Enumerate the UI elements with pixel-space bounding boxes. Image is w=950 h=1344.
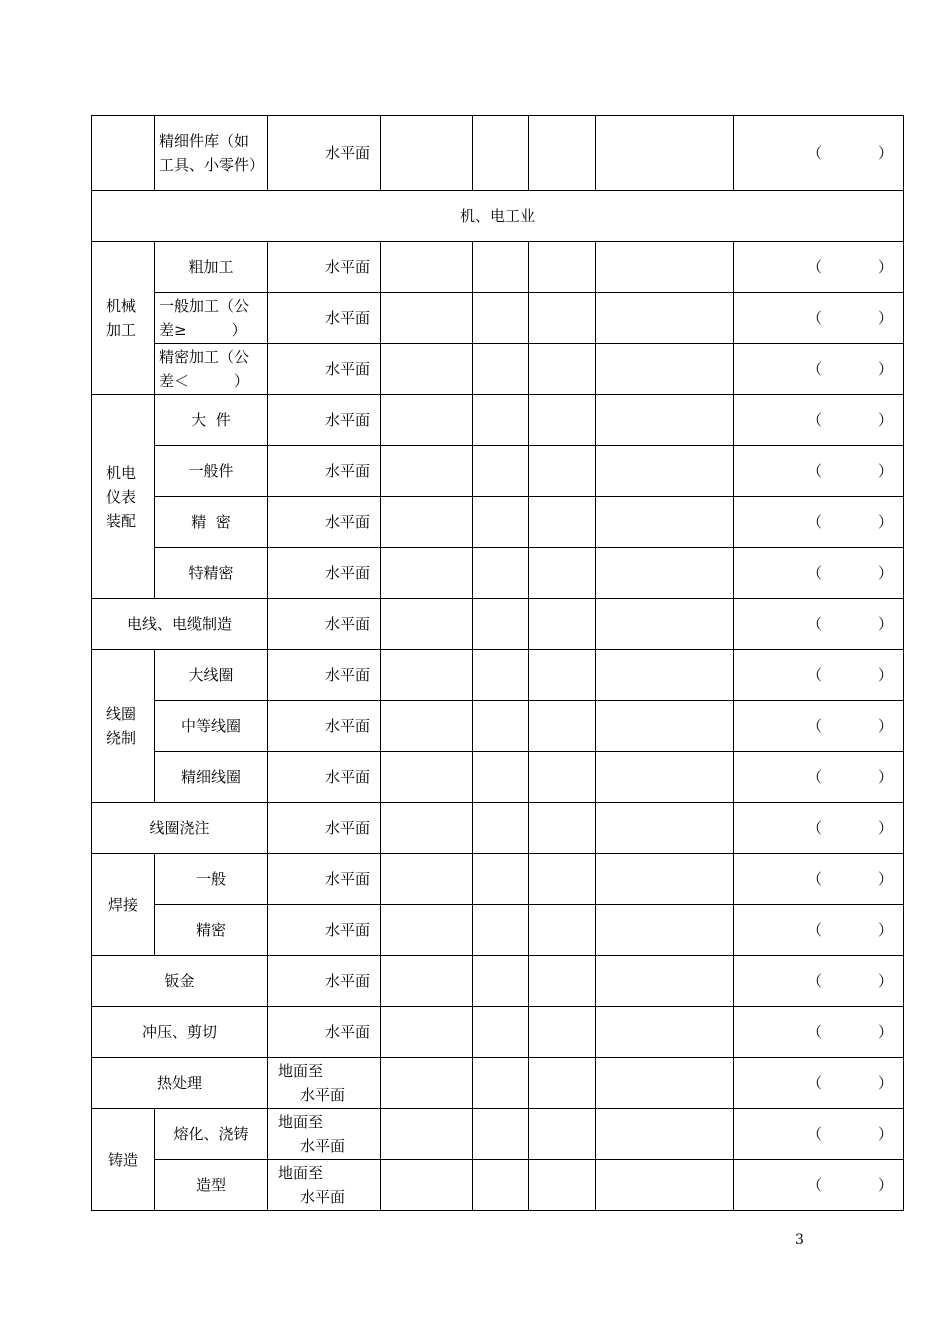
basis-line-1: 地面至 bbox=[278, 1164, 324, 1182]
paren-close: ） bbox=[877, 513, 893, 531]
empty-cell bbox=[596, 854, 734, 905]
basis-line-1: 地面至 bbox=[278, 1113, 324, 1131]
paren-open: （ bbox=[807, 564, 823, 582]
empty-cell bbox=[596, 752, 734, 803]
empty-cell bbox=[529, 293, 596, 344]
empty-cell bbox=[473, 446, 529, 497]
empty-cell bbox=[473, 1058, 529, 1109]
empty-cell bbox=[529, 956, 596, 1007]
empty-cell bbox=[473, 803, 529, 854]
reference-plane: 水平面 bbox=[268, 599, 381, 650]
reference-plane: 水平面 bbox=[268, 752, 381, 803]
basis-line-2: 水平面 bbox=[300, 1086, 346, 1104]
paren-cell bbox=[734, 1007, 904, 1058]
group-label: 焊接 bbox=[92, 854, 155, 956]
paren-open: （ bbox=[807, 1074, 823, 1092]
table-row bbox=[92, 1160, 904, 1211]
empty-cell bbox=[473, 344, 529, 395]
empty-cell bbox=[596, 395, 734, 446]
paren-open: （ bbox=[807, 1125, 823, 1143]
empty-cell bbox=[381, 293, 473, 344]
reference-plane: 水平面 bbox=[268, 548, 381, 599]
empty-cell bbox=[529, 854, 596, 905]
paren-close: ） bbox=[877, 1023, 893, 1041]
paren-close: ） bbox=[877, 564, 893, 582]
reference-plane bbox=[268, 1058, 381, 1109]
empty-cell bbox=[529, 905, 596, 956]
group-label: 机械加工 bbox=[92, 242, 155, 395]
item-label: 中等线圈 bbox=[155, 701, 268, 752]
empty-cell bbox=[596, 1007, 734, 1058]
section-header: 机、电工业 bbox=[92, 191, 904, 242]
table-row bbox=[92, 1109, 904, 1160]
table-row bbox=[92, 293, 904, 344]
empty-cell bbox=[596, 242, 734, 293]
reference-plane: 水平面 bbox=[268, 650, 381, 701]
paren-cell bbox=[734, 446, 904, 497]
empty-cell bbox=[381, 905, 473, 956]
group-label: 机电仪表装配 bbox=[92, 395, 155, 599]
paren-open: （ bbox=[807, 1023, 823, 1041]
paren-cell bbox=[734, 1109, 904, 1160]
table-row bbox=[92, 854, 904, 905]
empty-cell bbox=[381, 701, 473, 752]
paren-cell bbox=[734, 1160, 904, 1211]
paren-close: ） bbox=[877, 666, 893, 684]
paren-open: （ bbox=[807, 360, 823, 378]
paren-open: （ bbox=[807, 819, 823, 837]
empty-cell bbox=[473, 752, 529, 803]
empty-cell bbox=[473, 293, 529, 344]
paren-close: ） bbox=[877, 309, 893, 327]
reference-plane: 水平面 bbox=[268, 344, 381, 395]
paren-close: ） bbox=[877, 360, 893, 378]
empty-cell bbox=[473, 854, 529, 905]
paren-close: ） bbox=[877, 1125, 893, 1143]
empty-cell bbox=[473, 599, 529, 650]
table-row bbox=[92, 191, 904, 242]
empty-cell bbox=[596, 116, 734, 191]
reference-plane: 水平面 bbox=[268, 905, 381, 956]
paren-open: （ bbox=[807, 462, 823, 480]
table-row bbox=[92, 956, 904, 1007]
table-row bbox=[92, 116, 904, 191]
empty-cell bbox=[596, 344, 734, 395]
item-label: 精 密 bbox=[155, 497, 268, 548]
paren-cell bbox=[734, 803, 904, 854]
reference-plane: 水平面 bbox=[268, 854, 381, 905]
empty-cell bbox=[473, 905, 529, 956]
empty-cell bbox=[473, 701, 529, 752]
paren-close: ） bbox=[877, 921, 893, 939]
table-row bbox=[92, 344, 904, 395]
empty-cell bbox=[529, 242, 596, 293]
paren-cell bbox=[734, 1058, 904, 1109]
empty-cell bbox=[381, 1160, 473, 1211]
empty-cell bbox=[596, 905, 734, 956]
lighting-standard-table bbox=[91, 115, 904, 1211]
paren-cell bbox=[734, 701, 904, 752]
empty-cell bbox=[473, 1109, 529, 1160]
paren-open: （ bbox=[807, 144, 823, 162]
empty-cell bbox=[473, 395, 529, 446]
empty-cell bbox=[381, 446, 473, 497]
item-label: 大线圈 bbox=[155, 650, 268, 701]
item-label: 电线、电缆制造 bbox=[92, 599, 268, 650]
reference-plane bbox=[268, 1109, 381, 1160]
page-number: 3 bbox=[795, 1232, 804, 1248]
empty-cell bbox=[473, 956, 529, 1007]
item-label: 特精密 bbox=[155, 548, 268, 599]
empty-cell bbox=[596, 293, 734, 344]
table-row bbox=[92, 548, 904, 599]
paren-close: ） bbox=[877, 870, 893, 888]
empty-cell bbox=[473, 548, 529, 599]
empty-cell bbox=[381, 497, 473, 548]
empty-cell bbox=[381, 1109, 473, 1160]
empty-cell bbox=[381, 752, 473, 803]
table-row bbox=[92, 752, 904, 803]
empty-cell bbox=[596, 497, 734, 548]
reference-plane: 水平面 bbox=[268, 803, 381, 854]
empty-cell bbox=[473, 497, 529, 548]
empty-cell bbox=[529, 803, 596, 854]
empty-cell bbox=[529, 752, 596, 803]
paren-cell bbox=[734, 854, 904, 905]
empty-cell bbox=[381, 395, 473, 446]
empty-cell bbox=[92, 116, 155, 191]
reference-plane: 水平面 bbox=[268, 242, 381, 293]
empty-cell bbox=[529, 599, 596, 650]
basis-line-2: 水平面 bbox=[300, 1137, 346, 1155]
reference-plane: 水平面 bbox=[268, 116, 381, 191]
item-label: 精密 bbox=[155, 905, 268, 956]
empty-cell bbox=[596, 956, 734, 1007]
reference-plane: 水平面 bbox=[268, 1007, 381, 1058]
empty-cell bbox=[529, 446, 596, 497]
paren-cell bbox=[734, 650, 904, 701]
item-label: 钣金 bbox=[92, 956, 268, 1007]
item-label: 造型 bbox=[155, 1160, 268, 1211]
empty-cell bbox=[596, 599, 734, 650]
empty-cell bbox=[473, 1160, 529, 1211]
item-label: 精密加工（公差＜ ） bbox=[155, 344, 268, 395]
item-label: 冲压、剪切 bbox=[92, 1007, 268, 1058]
table-row bbox=[92, 446, 904, 497]
empty-cell bbox=[596, 701, 734, 752]
paren-open: （ bbox=[807, 666, 823, 684]
empty-cell bbox=[596, 650, 734, 701]
empty-cell bbox=[381, 854, 473, 905]
table-row bbox=[92, 905, 904, 956]
table-row bbox=[92, 242, 904, 293]
paren-cell bbox=[734, 548, 904, 599]
paren-cell bbox=[734, 344, 904, 395]
empty-cell bbox=[381, 242, 473, 293]
paren-open: （ bbox=[807, 972, 823, 990]
item-label: 一般 bbox=[155, 854, 268, 905]
empty-cell bbox=[381, 548, 473, 599]
paren-open: （ bbox=[807, 513, 823, 531]
empty-cell bbox=[529, 1160, 596, 1211]
paren-cell bbox=[734, 599, 904, 650]
item-label: 热处理 bbox=[92, 1058, 268, 1109]
paren-open: （ bbox=[807, 870, 823, 888]
paren-close: ） bbox=[877, 819, 893, 837]
empty-cell bbox=[381, 344, 473, 395]
paren-open: （ bbox=[807, 309, 823, 327]
table-row bbox=[92, 395, 904, 446]
paren-cell bbox=[734, 242, 904, 293]
empty-cell bbox=[529, 344, 596, 395]
paren-cell bbox=[734, 752, 904, 803]
paren-open: （ bbox=[807, 717, 823, 735]
item-label: 线圈浇注 bbox=[92, 803, 268, 854]
table-row bbox=[92, 803, 904, 854]
paren-cell bbox=[734, 905, 904, 956]
item-label: 一般件 bbox=[155, 446, 268, 497]
empty-cell bbox=[381, 116, 473, 191]
empty-cell bbox=[473, 650, 529, 701]
paren-open: （ bbox=[807, 258, 823, 276]
table-row bbox=[92, 650, 904, 701]
empty-cell bbox=[529, 1007, 596, 1058]
item-label: 粗加工 bbox=[155, 242, 268, 293]
basis-line-1: 地面至 bbox=[278, 1062, 324, 1080]
empty-cell bbox=[381, 956, 473, 1007]
empty-cell bbox=[473, 242, 529, 293]
table-row bbox=[92, 1058, 904, 1109]
empty-cell bbox=[529, 650, 596, 701]
empty-cell bbox=[596, 803, 734, 854]
reference-plane: 水平面 bbox=[268, 701, 381, 752]
empty-cell bbox=[473, 1007, 529, 1058]
paren-cell bbox=[734, 116, 904, 191]
item-label: 一般加工（公差≥ ） bbox=[155, 293, 268, 344]
paren-open: （ bbox=[807, 1176, 823, 1194]
item-label: 熔化、浇铸 bbox=[155, 1109, 268, 1160]
paren-open: （ bbox=[807, 411, 823, 429]
empty-cell bbox=[381, 599, 473, 650]
empty-cell bbox=[529, 1109, 596, 1160]
reference-plane: 水平面 bbox=[268, 446, 381, 497]
reference-plane bbox=[268, 1160, 381, 1211]
item-label: 精细线圈 bbox=[155, 752, 268, 803]
paren-close: ） bbox=[877, 768, 893, 786]
basis-line-2: 水平面 bbox=[300, 1188, 346, 1206]
empty-cell bbox=[529, 116, 596, 191]
paren-cell bbox=[734, 956, 904, 1007]
paren-close: ） bbox=[877, 411, 893, 429]
empty-cell bbox=[381, 803, 473, 854]
empty-cell bbox=[473, 116, 529, 191]
reference-plane: 水平面 bbox=[268, 497, 381, 548]
paren-close: ） bbox=[877, 1074, 893, 1092]
paren-cell bbox=[734, 293, 904, 344]
item-label: 大 件 bbox=[155, 395, 268, 446]
empty-cell bbox=[529, 701, 596, 752]
item-label: 精细件库（如工具、小零件） bbox=[155, 116, 268, 191]
paren-close: ） bbox=[877, 462, 893, 480]
table-row bbox=[92, 1007, 904, 1058]
reference-plane: 水平面 bbox=[268, 293, 381, 344]
empty-cell bbox=[596, 548, 734, 599]
empty-cell bbox=[529, 395, 596, 446]
paren-close: ） bbox=[877, 717, 893, 735]
empty-cell bbox=[596, 446, 734, 497]
empty-cell bbox=[381, 1058, 473, 1109]
reference-plane: 水平面 bbox=[268, 395, 381, 446]
empty-cell bbox=[596, 1109, 734, 1160]
table-row bbox=[92, 701, 904, 752]
paren-close: ） bbox=[877, 615, 893, 633]
paren-close: ） bbox=[877, 972, 893, 990]
group-label: 线圈绕制 bbox=[92, 650, 155, 803]
empty-cell bbox=[529, 497, 596, 548]
reference-plane: 水平面 bbox=[268, 956, 381, 1007]
empty-cell bbox=[596, 1160, 734, 1211]
paren-cell bbox=[734, 497, 904, 548]
table-row bbox=[92, 497, 904, 548]
group-label: 铸造 bbox=[92, 1109, 155, 1211]
table-row bbox=[92, 599, 904, 650]
paren-close: ） bbox=[877, 258, 893, 276]
empty-cell bbox=[529, 1058, 596, 1109]
empty-cell bbox=[381, 1007, 473, 1058]
paren-open: （ bbox=[807, 615, 823, 633]
paren-open: （ bbox=[807, 768, 823, 786]
paren-cell bbox=[734, 395, 904, 446]
empty-cell bbox=[596, 1058, 734, 1109]
paren-close: ） bbox=[877, 1176, 893, 1194]
paren-close: ） bbox=[877, 144, 893, 162]
paren-open: （ bbox=[807, 921, 823, 939]
empty-cell bbox=[529, 548, 596, 599]
empty-cell bbox=[381, 650, 473, 701]
